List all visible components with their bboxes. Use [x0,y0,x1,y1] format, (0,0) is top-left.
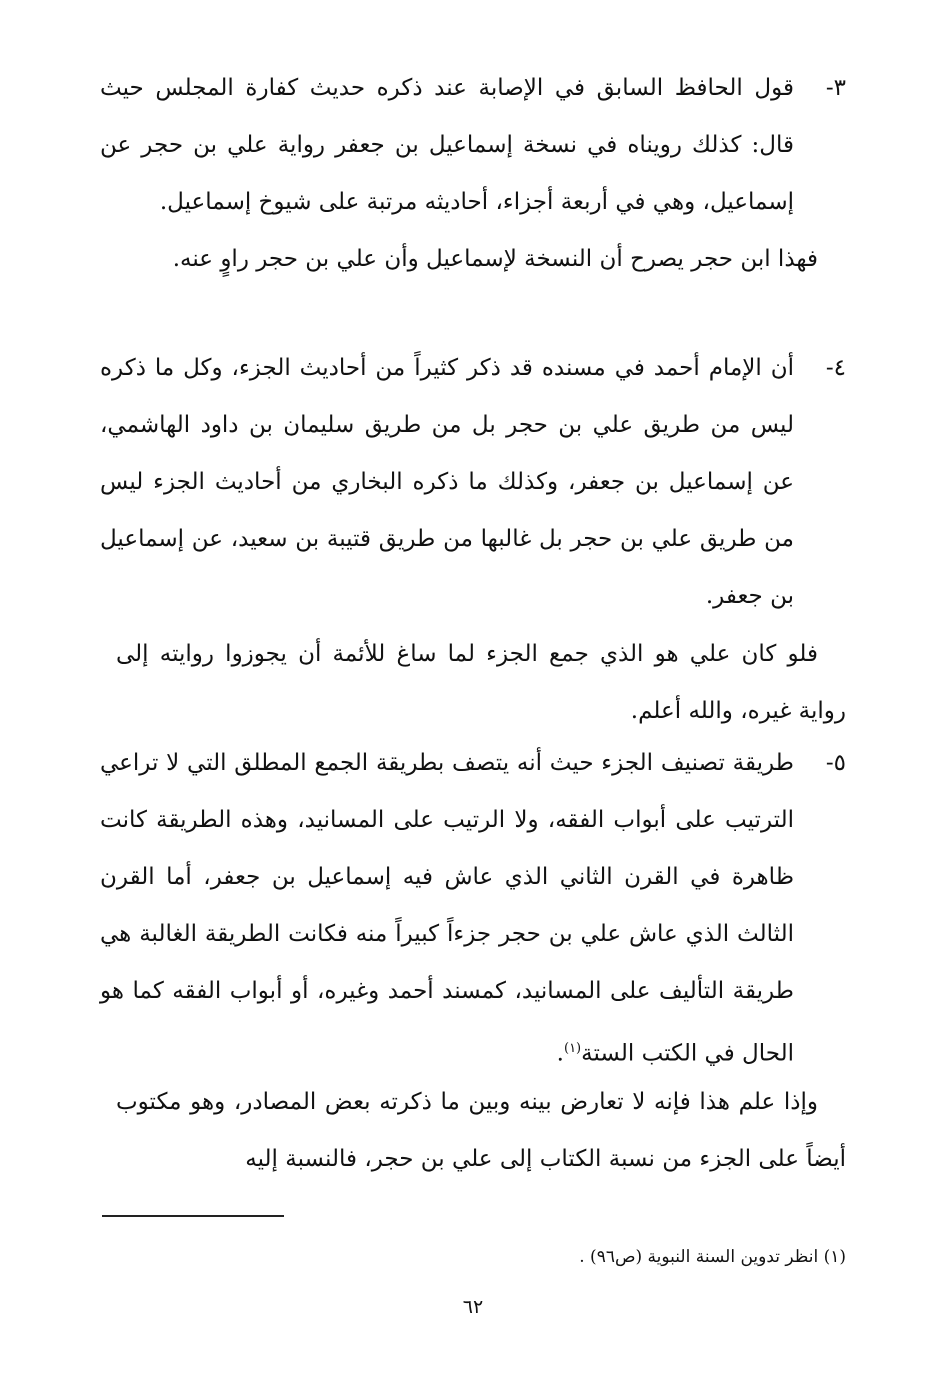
point-5 [100,735,846,1083]
page-number: ٦٢ [462,1296,484,1318]
footnote: (١) انظر تدوين السنة النبوية (ص٩٦) . [579,1247,846,1267]
point-text-body: طريقة تصنيف الجزء حيث أنه يتصف بطريقة الجمع المطلق التي لا تراعي الترتيب على أبواب الفقه، ولا الرتيب على المسانيد، وهذه الطريقة كانت ظاهرة في القرن الثاني الذي عاش فيه إسماعيل بن جعفر، أما القرن الثالث الذي عاش علي بن حجر جزءاً كبيراً منه فكانت الطريقة الغالبة هي طريقة التأليف على المسانيد، كمسند أحمد وغيره، أو أبواب الفقه كما هو الحال في الكتب الستة [100,750,794,1067]
footnote-divider [102,1215,284,1217]
footnote-reference: (١) [563,1041,582,1056]
point-number: ٥- [825,750,846,776]
point-3 [100,60,846,231]
paragraph: فهذا ابن حجر يصرح أن النسخة لإسماعيل وأن علي بن حجر راوٍ عنه. [172,246,818,272]
point-number: ٣- [825,75,846,101]
point-text [100,735,794,1083]
point-text-tail: . [556,1040,564,1067]
point-text: أن الإمام أحمد في مسنده قد ذكر كثيراً من أحاديث الجزء، وكل ما ذكره ليس من طريق علي بن حجر بل من طريق سليمان بن داود الهاشمي، عن إسماعيل بن جعفر، وكذلك ما ذكره البخاري من أحاديث الجزء ليس من طريق علي بن حجر بل غالبها من طريق قتيبة بن سعيد، عن إسماعيل بن جعفر. [100,355,794,609]
point-text: قول الحافظ السابق في الإصابة عند ذكره حديث كفارة المجلس حيث قال: كذلك رويناه في نسخة إسماعيل بن جعفر رواية علي بن حجر عن إسماعيل، وهي في أربعة أجزاء، أحاديثه مرتبة على شيوخ إسماعيل. [100,75,794,215]
paragraph: وإذا علم هذا فإنه لا تعارض بينه وبين ما ذكرته بعض المصادر، وهو مكتوب أيضاً على الجزء من نسبة الكتاب إلى علي بن حجر، فالنسبة إليه [116,1089,846,1172]
point-4 [100,340,846,625]
point-number: ٤- [825,355,846,381]
paragraph: فلو كان علي هو الذي جمع الجزء لما ساغ للأئمة أن يجوزوا روايته إلى رواية غيره، والله أعلم. [116,641,846,724]
